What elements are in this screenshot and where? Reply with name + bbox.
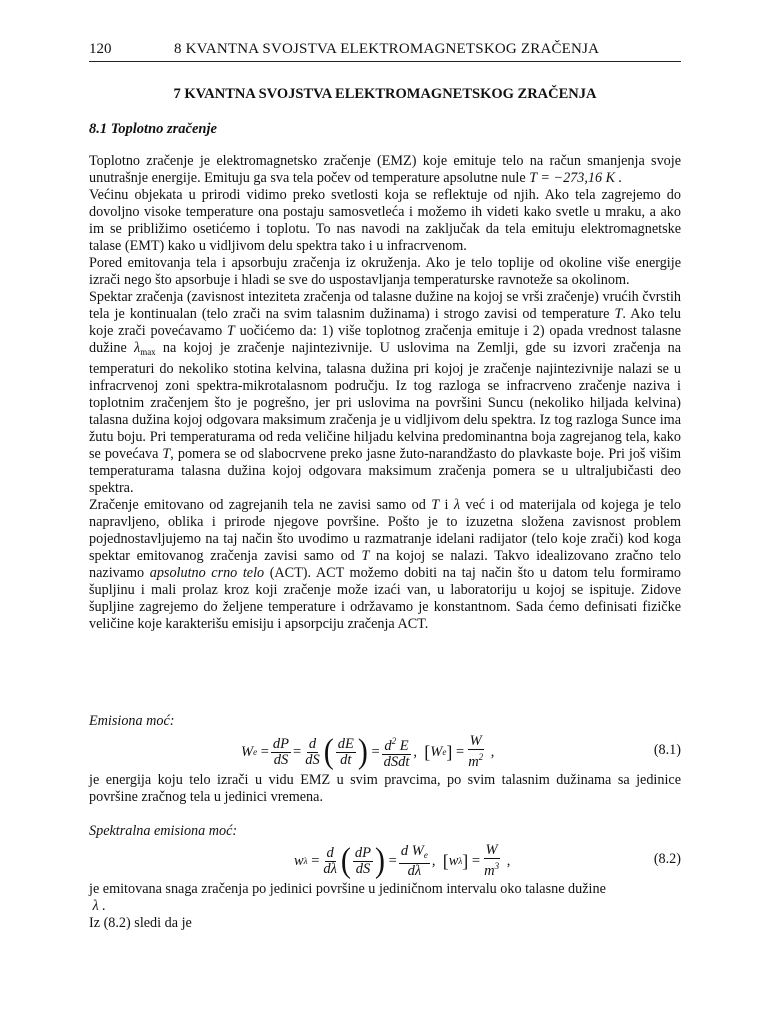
paragraph: Spektar zračenja (zavisnost inteziteta zračenja od talasne dužine na kojoj se vrši zračenje) vrućih čvrstih tela je kontinualan (telo zrači na svim talasnim dužinama) i strogo zavisi od temperature T. Ako telu koje zrači povećavamo T uočićemo da: 1) više toplotnog zračenja emituje i 2) opada vrednost talasne dužine $\lambda_{max}$ na kojoj je zračenje najintezivnije. U uslovima na Zemlji, gde su izvori zračenja na temperaturi do nekoliko stotina kelvina, talasna dužina pri kojoj je zračenje najintezivnije nalazi se u infracrvenoj zoni spektra-mikrotalasnom području. Iz tog razloga se infracrveno zračenje naziva i toplotnim zračenjem što je pogrešno, jer pri uslovima na površini Suncu (nekoliko hiljada kelvina) talasna dužina kojoj odgovara maksimum zračenja je u vidljivom delu spektra. Iz tog razloga Sunce ima žutu boju. Pri temperaturama od reda veličine hiljadu kelvina predominantna boja zagrejanog tela, kako se povećava T, pomera se od slabocrvene preko jasne žuto-narandžasto do plavkaste boje. Pri još višim temperaturama talasna dužina kojoj odgovara maksimum zračenja pomera se u ultraljubičasti deo spektra. — [89, 289, 682, 496]
closing-line: Iz (8.2) sledi da je — [89, 915, 192, 931]
equation-8-2 — [89, 836, 681, 886]
emission-power-description: je energija koju telo izrači u vidu EMZ u svim pravcima, po svim talasnim dužinama sa jedinice površine zračnog tela u jedinici vremena. — [89, 772, 681, 805]
paragraph: Zračenje emitovano od zagrejanih tela ne zavisi samo od T i λ već i od materijala od kojega je telo napravljeno, oblika i prirode njegove površine. Pošto je to izuzetna složena zavisnost problem pojednostavljujemo na taj način što uvodimo u razmatranje idelani radijator (telo koje zrači) kod koga spektar emitovanog zračenja zavisi samo od T na kojoj se nalazi. Takvo idealizovano zračno telo nazivamo apsolutno crno telo (ACT). ACT možemo dobiti na taj način što u datom telu formiramo šupljinu i mali prolaz kroz koji zračenje može izaći van, u laboratoriju u kojoj se ispituje. Zidove šupljine zagrejemo do željene temperature i održavamo je konstantnom. Sada ćemo definisati fizičke veličine koje karakterišu emisiju i apsorpciju zračenja ACT. — [89, 497, 682, 632]
spectral-emission-power-label: Spektralna emisiona moć: — [89, 823, 238, 839]
running-title: 8 KVANTNA SVOJSTVA ELEKTROMAGNETSKOG ZRAČENJA — [174, 41, 600, 57]
equation-body: W e = $\frac{dP}{dS}$ = $\frac{d}{dS}$ ( $\frac{dE}{dt}$ ) = $\frac{d^2 E}{\text{dSdt}}$ , [ W e ] = $\frac{W}{m^2}$ , — [241, 732, 495, 771]
body-text — [89, 153, 681, 633]
section-title: 8.1 Toplotno zračenje — [89, 121, 217, 137]
equation-number: (8.1) — [653, 742, 681, 758]
chapter-title: 7 KVANTNA SVOJSTVA ELEKTROMAGNETSKOG ZRAČENJA — [173, 86, 597, 102]
spectral-emission-power-description: je emitovana snaga zračenja po jedinici površine u jediničnom intervalu oko talasne dužine λ . — [89, 881, 606, 914]
paragraph: Pored emitovanja tela i apsorbuju zračenja iz okruženja. Ako je telo toplije od okoline više energije izrači nego što apsorbuje i hladi se sve do uspostavljanja temperaturske ravnoteže sa okolinom. — [89, 255, 681, 288]
equation-body: w λ = $\frac{d}{d\lambda}$ ( $\frac{dP}{dS}$ ) = $\frac{d W_e}{d\lambda}$ , [ w λ ] = $\frac{W}{m^3}$ , — [294, 841, 511, 880]
running-header — [89, 41, 681, 62]
emission-power-label: Emisiona moć: — [89, 713, 175, 729]
equation-8-1 — [89, 727, 681, 777]
paragraph: Većinu objekata u prirodi vidimo preko svetlosti koja se reflektuje od njih. Ako tela zagrejemo do dovoljno visoke temperature ona postaju samosvetleća i možemo ih videti kako svetle u mraku, a ako im se približimo osetićemo i toplotu. To nas navodi na zaključak da tela emituju elektromagnetske talase (EMT) kako u vidljivom delu spektra tako i u infracrvenom. — [89, 187, 681, 254]
paragraph: Toplotno zračenje je elektromagnetsko zračenje (EMZ) koje emituje telo na račun smanjenja svoje unutrašnje energije. Emituju ga sva tela počev od temperature apsolutne nule T = −273,16 K . — [89, 153, 681, 186]
page-number: 120 — [89, 41, 112, 57]
equation-number: (8.2) — [653, 851, 681, 867]
